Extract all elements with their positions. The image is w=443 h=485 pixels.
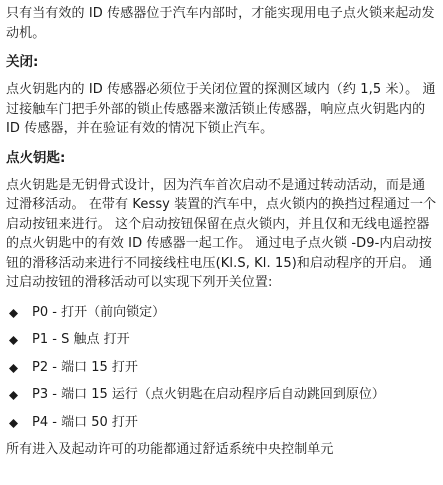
list-item-label: P2 - 端口 15 打开 bbox=[32, 359, 138, 375]
list-item bbox=[6, 303, 438, 323]
diamond-icon bbox=[9, 364, 18, 373]
diamond-icon bbox=[9, 391, 18, 400]
footer-paragraph: 所有进入及起动许可的功能都通过舒适系统中央控制单元 bbox=[6, 442, 334, 457]
intro-paragraph: 只有当有效的 ID 传感器位于汽车内部时，才能实现用电子点火锁来起动发动机。 bbox=[6, 6, 435, 41]
list-item bbox=[6, 358, 438, 378]
list-item-label: P3 - 端口 15 运行（点火钥匙在启动程序后自动跳回到原位） bbox=[32, 387, 385, 402]
diamond-icon bbox=[9, 336, 18, 345]
switch-position-list bbox=[6, 303, 438, 433]
diamond-icon bbox=[9, 309, 18, 318]
close-paragraph: 点火钥匙内的 ID 传感器必须位于关闭位置的探测区域内（约 1,5 米）。 通过接触车门把手外部的锁止传感器来激活锁止传感器，响应点火钥匙内的 ID 传感器，并在验证有效的情况下锁止汽车。 bbox=[6, 82, 436, 136]
list-item-label: P1 - S 触点 打开 bbox=[32, 332, 130, 347]
ignition-key-paragraph: 点火钥匙是无钥骨式设计，因为汽车首次启动不是通过转动活动，而是通过滑移活动。 在带有 Kessy 装置的汽车中，点火锁内的换挡过程通过一个启动按钮来进行。 这个启动按钮保留在点火锁内，并且仅和无线电遥控器的点火钥匙中的有效 ID 传感器一起工作。 通过电子点火锁 -D9-内启动按钮的滑移活动来进行不同接线柱电压(Kl.S, Kl. 15)和启动程序的开启。 通过启动按钮的滑移活动可以实现下列开关位置: bbox=[6, 177, 437, 290]
list-item bbox=[6, 413, 438, 433]
ignition-key-heading: 点火钥匙: bbox=[6, 149, 66, 166]
list-item-label: P4 - 端口 50 打开 bbox=[32, 414, 138, 430]
list-item bbox=[6, 385, 438, 405]
close-heading: 关闭: bbox=[6, 54, 39, 70]
list-item-label: P0 - 打开（前向锁定） bbox=[32, 304, 166, 320]
list-item bbox=[6, 330, 438, 350]
document-page bbox=[6, 4, 438, 460]
diamond-icon bbox=[9, 419, 18, 428]
